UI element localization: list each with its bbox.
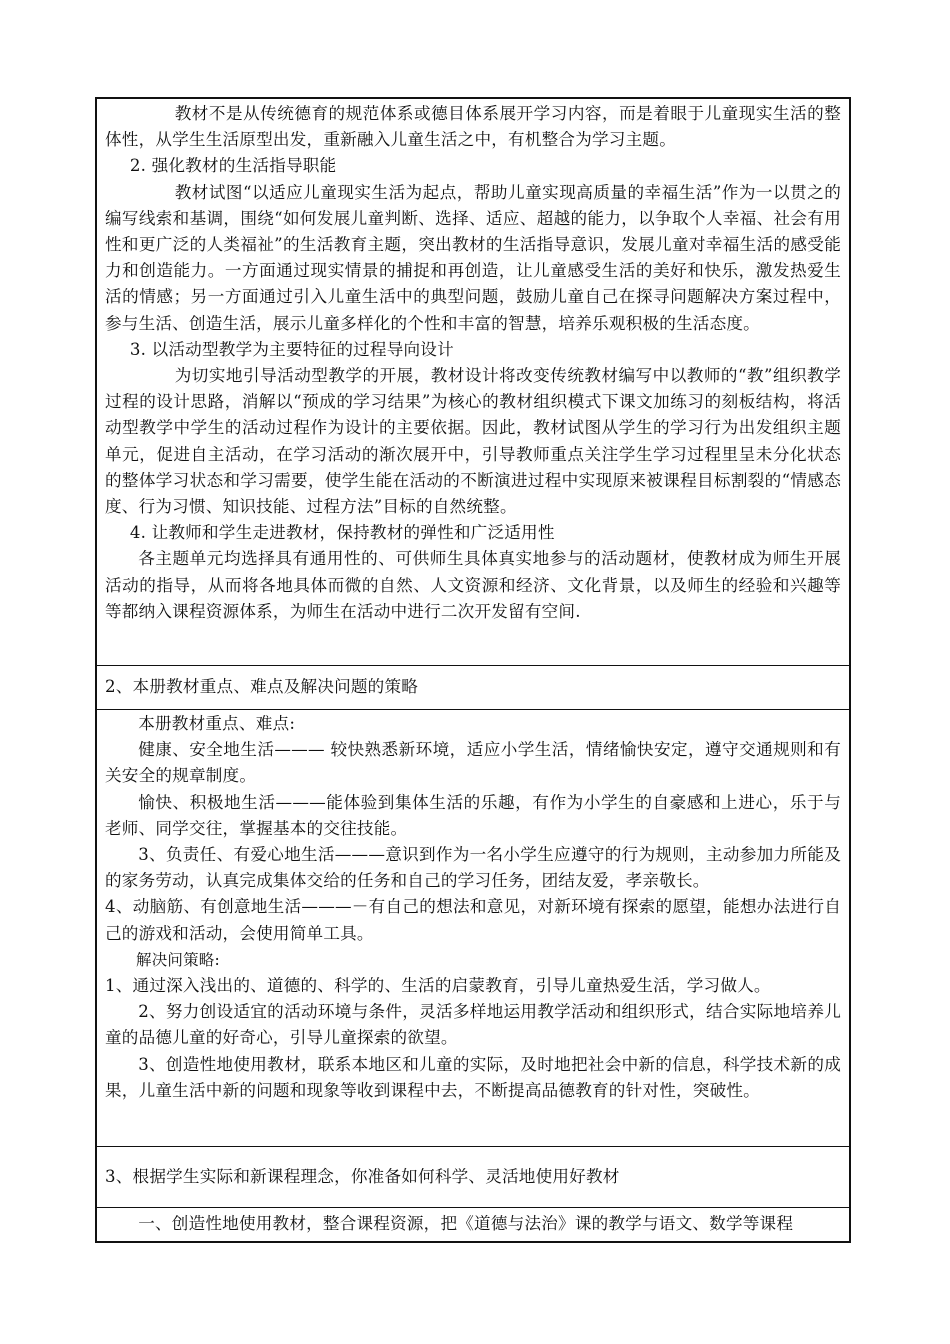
section1-paragraph-3: 为切实地引导活动型教学的开展，教材设计将改变传统教材编写中以教师的“教”组织教学过程的设计思路，消解以“预成的学习结果”为核心的教材组织模式下课文加练习的刻板结构，将活动型教学中学生的活动过程作为设计的主要依据。因此，教材试图从学生的学习行为出发组织主题单元，促进自主活动，在学习活动的渐次展开中，引导教师重点关注学生学习过程里呈未分化状态的整体学习状态和学习需要，使学生能在活动的不断演进过程中实现原来被课程目标割裂的“情感态度、行为习惯、知识技能、过程方法”目标的自然统整。 xyxy=(105,366,841,517)
section1-paragraph-4: 各主题单元均选择具有通用性的、可供师生具体真实地参与的活动题材，使教材成为师生开展活动的指导，从而将各地具体而微的自然、人文资源和经济、文化背景，以及师生的经验和兴趣等等都纳入课程资源体系，为师生在活动中进行二次开发留有空间. xyxy=(105,549,841,621)
section1-heading-2: 2. 强化教材的生活指导职能 xyxy=(129,156,337,176)
section3-heading: 3、根据学生实际和新课程理念，你准备如何科学、灵活地使用好教材 xyxy=(105,1166,620,1186)
document-table xyxy=(95,97,851,1243)
section1-heading-3: 3. 以活动型教学为主要特征的过程导向设计 xyxy=(129,339,454,359)
section1-paragraph-1: 教材不是从传统德育的规范体系或德目体系展开学习内容，而是着眼于儿童现实生活的整体性，从学生生活原型出发，重新融入儿童生活之中，有机整合为学习主题。 xyxy=(105,104,841,150)
section2-line-2: 健康、安全地生活——— 较快熟悉新环境，适应小学生活，情绪愉快安定，遵守交通规则和有关安全的规章制度。 xyxy=(105,740,841,786)
section2-line-6: 解决问策略: xyxy=(136,950,220,969)
section1-cell xyxy=(97,99,849,665)
section1-heading-4: 4. 让教师和学生走进教材，保持教材的弹性和广泛适用性 xyxy=(129,523,555,543)
section2-line-3: 愉快、积极地生活———能体验到集体生活的乐趣，有作为小学生的自豪感和上进心，乐于与老师、同学交往，掌握基本的交往技能。 xyxy=(105,792,841,838)
section2-content-cell xyxy=(97,709,849,1146)
section3-content-cell xyxy=(97,1207,849,1241)
section2-heading: 2、本册教材重点、难点及解决问题的策略 xyxy=(105,677,419,697)
section2-line-7: 1、通过深入浅出的、道德的、科学的、生活的启蒙教育，引导儿童热爱生活，学习做人。 xyxy=(105,976,771,996)
section2-heading-cell xyxy=(97,665,849,709)
section2-line-1: 本册教材重点、难点: xyxy=(138,714,296,733)
section2-line-9: 3、创造性地使用教材，联系本地区和儿童的实际，及时地把社会中新的信息，科学技术新的成果，儿童生活中新的问题和现象等收到课程中去，不断提高品德教育的针对性，突破性。 xyxy=(105,1054,841,1100)
section3-heading-cell xyxy=(97,1146,849,1207)
section2-line-8: 2、努力创设适宜的活动环境与条件，灵活多样地运用教学活动和组织形式，结合实际地培养儿童的品德儿童的好奇心，引导儿童探索的欲望。 xyxy=(105,1002,841,1048)
section2-line-4: 3、负责任、有爱心地生活———意识到作为一名小学生应遵守的行为规则，主动参加力所能及的家务劳动，认真完成集体交给的任务和自己的学习任务，团结友爱，孝亲敬长。 xyxy=(105,845,841,891)
section2-line-5: 4、动脑筋、有创意地生活———－有自己的想法和意见，对新环境有探索的愿望，能想办法进行自己的游戏和活动，会使用简单工具。 xyxy=(105,897,841,943)
section1-paragraph-2: 教材试图“以适应儿童现实生活为起点，帮助儿童实现高质量的幸福生活”作为一以贯之的编写线索和基调，围绕“如何发展儿童判断、选择、适应、超越的能力，以争取个人幸福、社会有用性和更广泛的人类福祉”的生活教育主题，突出教材的生活指导意识，发展儿童对幸福生活的感受能力和创造能力。一方面通过现实情景的捕捉和再创造，让儿童感受生活的美好和快乐，激发热爱生活的情感；另一方面通过引入儿童生活中的典型问题，鼓励儿童自己在探寻问题解决方案过程中，参与生活、创造生活，展示儿童多样化的个性和丰富的智慧，培养乐观积极的生活态度。 xyxy=(105,182,841,333)
section3-paragraph-1: 一、创造性地使用教材，整合课程资源，把《道德与法治》课的教学与语文、数学等课程 xyxy=(138,1214,794,1233)
